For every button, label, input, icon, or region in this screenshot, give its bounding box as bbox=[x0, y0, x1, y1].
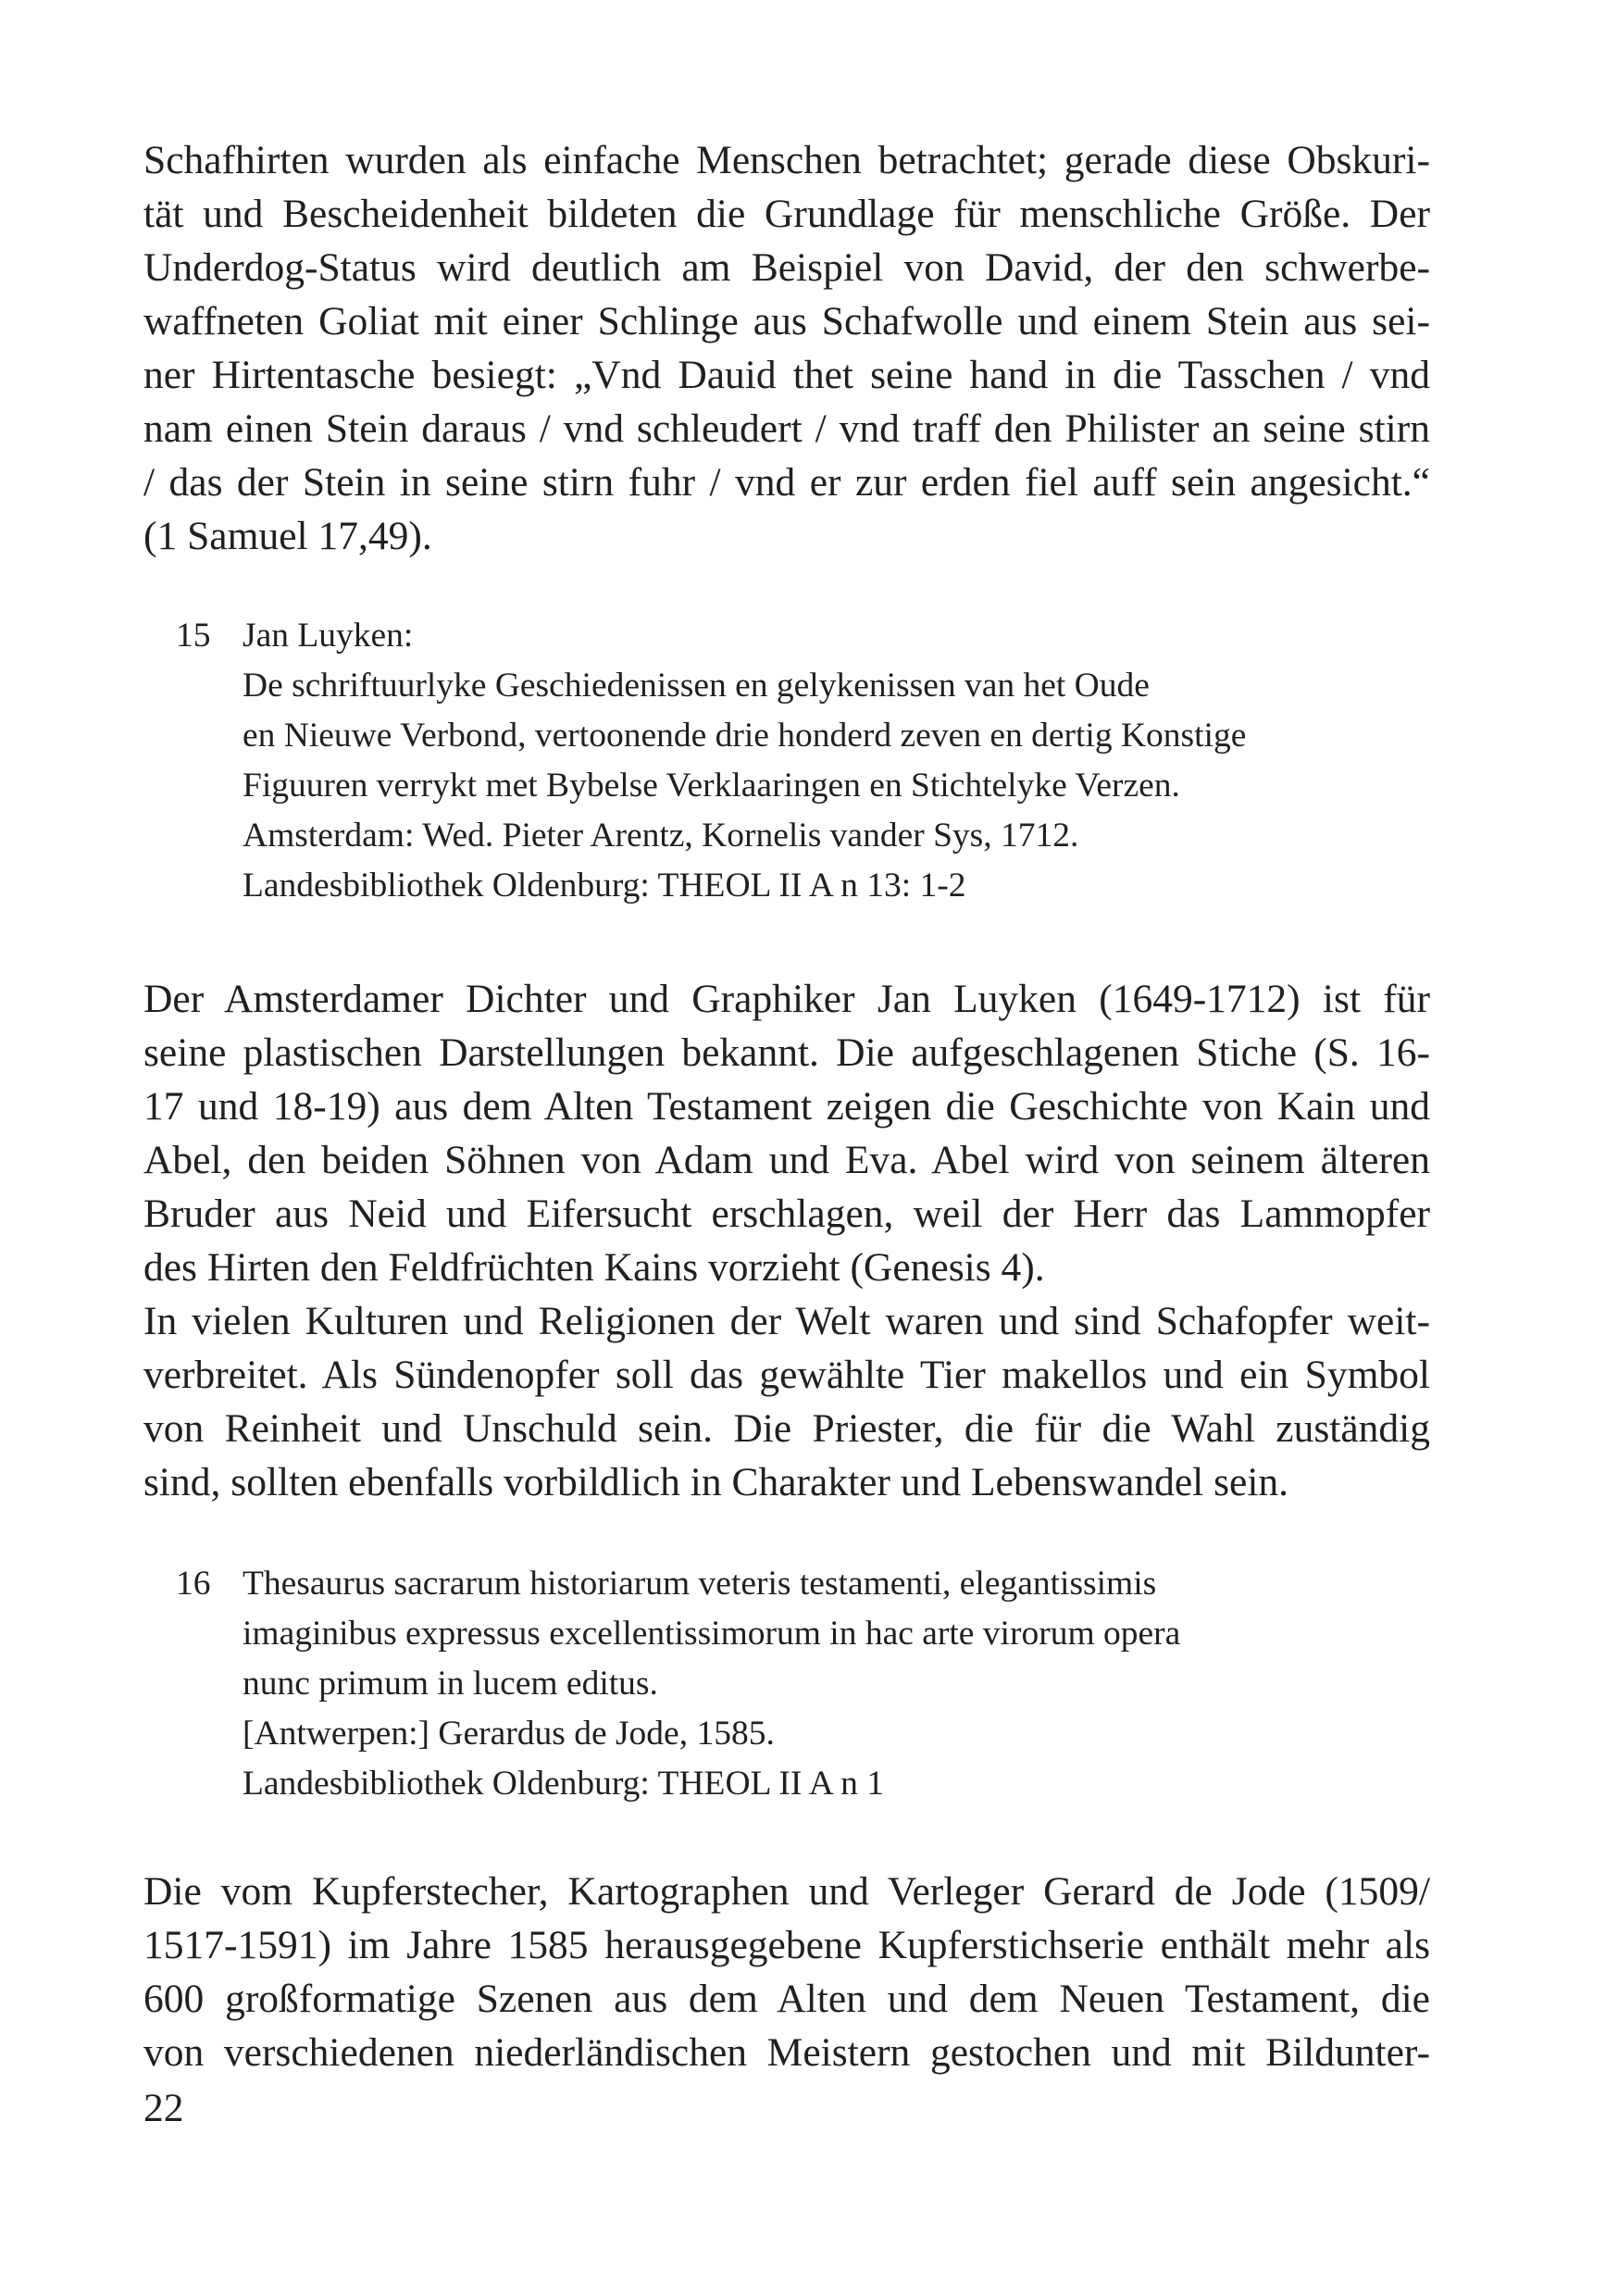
catalog-number: 15 bbox=[176, 617, 211, 655]
text-line: von verschiedenen niederländischen Meistern gestochen und mit Bildunter- bbox=[143, 2030, 1430, 2075]
text-line: 1517-1591) im Jahre 1585 herausgegebene Kupferstichserie enthält mehr als bbox=[143, 1923, 1430, 1967]
catalog-number: 16 bbox=[176, 1565, 211, 1603]
text-line: verbreitet. Als Sündenopfer soll das gewählte Tier makellos und ein Symbol bbox=[143, 1353, 1430, 1397]
catalog-line: [Antwerpen:] Gerardus de Jode, 1585. bbox=[243, 1715, 775, 1753]
catalog-line: Figuuren verrykt met Bybelse Verklaaringen en Stichtelyke Verzen. bbox=[243, 767, 1180, 805]
text-line: seine plastischen Darstellungen bekannt. Die aufgeschlagenen Stiche (S. 16- bbox=[143, 1030, 1430, 1075]
text-line: von Reinheit und Unschuld sein. Die Priester, die für die Wahl zuständig bbox=[143, 1406, 1430, 1451]
catalog-line: Thesaurus sacrarum historiarum veteris testamenti, elegantissimis bbox=[243, 1565, 1157, 1603]
text-line: tät und Bescheidenheit bildeten die Grundlage für menschliche Größe. Der bbox=[143, 192, 1430, 236]
catalog-line: en Nieuwe Verbond, vertoonende drie honderd zeven en dertig Konstige bbox=[243, 717, 1247, 755]
text-line: Die vom Kupferstecher, Kartographen und Verleger Gerard de Jode (1509/ bbox=[143, 1869, 1430, 1914]
text-line: ner Hirtentasche besiegt: „Vnd Dauid thet seine hand in die Tasschen / vnd bbox=[143, 353, 1430, 397]
text-line: Bruder aus Neid und Eifersucht erschlagen, weil der Herr das Lammopfer bbox=[143, 1192, 1430, 1236]
catalog-line: Landesbibliothek Oldenburg: THEOL II A n 1 bbox=[243, 1765, 884, 1803]
text-line: 600 großformatige Szenen aus dem Alten und dem Neuen Testament, die bbox=[143, 1977, 1430, 2021]
catalog-line: Jan Luyken: bbox=[243, 617, 414, 655]
catalog-line: Landesbibliothek Oldenburg: THEOL II A n 13: 1-2 bbox=[243, 867, 966, 905]
text-line: In vielen Kulturen und Religionen der Welt waren und sind Schafopfer weit- bbox=[143, 1299, 1430, 1343]
text-line: Abel, den beiden Söhnen von Adam und Eva. Abel wird von seinem älteren bbox=[143, 1138, 1430, 1182]
text-line: des Hirten den Feldfrüchten Kains vorzieht (Genesis 4). bbox=[143, 1245, 1045, 1290]
catalog-line: imaginibus expressus excellentissimorum in hac arte virorum opera bbox=[243, 1615, 1181, 1653]
text-line: Underdog-Status wird deutlich am Beispiel von David, der den schwerbe- bbox=[143, 245, 1430, 290]
text-line: sind, sollten ebenfalls vorbildlich in Charakter und Lebenswandel sein. bbox=[143, 1460, 1289, 1504]
text-line: nam einen Stein daraus / vnd schleudert / vnd traff den Philister an seine stirn bbox=[143, 406, 1430, 451]
text-line: Schafhirten wurden als einfache Menschen betrachtet; gerade diese Obskuri- bbox=[143, 138, 1430, 182]
catalog-line: Amsterdam: Wed. Pieter Arentz, Kornelis vander Sys, 1712. bbox=[243, 817, 1079, 855]
text-line: waffneten Goliat mit einer Schlinge aus Schafwolle und einem Stein aus sei- bbox=[143, 299, 1430, 343]
page-number: 22 bbox=[143, 2086, 184, 2130]
catalog-line: De schriftuurlyke Geschiedenissen en gelykenissen van het Oude bbox=[243, 667, 1150, 705]
text-line: 17 und 18-19) aus dem Alten Testament zeigen die Geschichte von Kain und bbox=[143, 1084, 1430, 1129]
text-line: Der Amsterdamer Dichter und Graphiker Jan Luyken (1649-1712) ist für bbox=[143, 977, 1430, 1021]
text-line: / das der Stein in seine stirn fuhr / vnd er zur erden fiel auff sein angesicht.“ bbox=[143, 460, 1430, 505]
text-line: (1 Samuel 17,49). bbox=[143, 514, 432, 558]
catalog-line: nunc primum in lucem editus. bbox=[243, 1665, 658, 1703]
